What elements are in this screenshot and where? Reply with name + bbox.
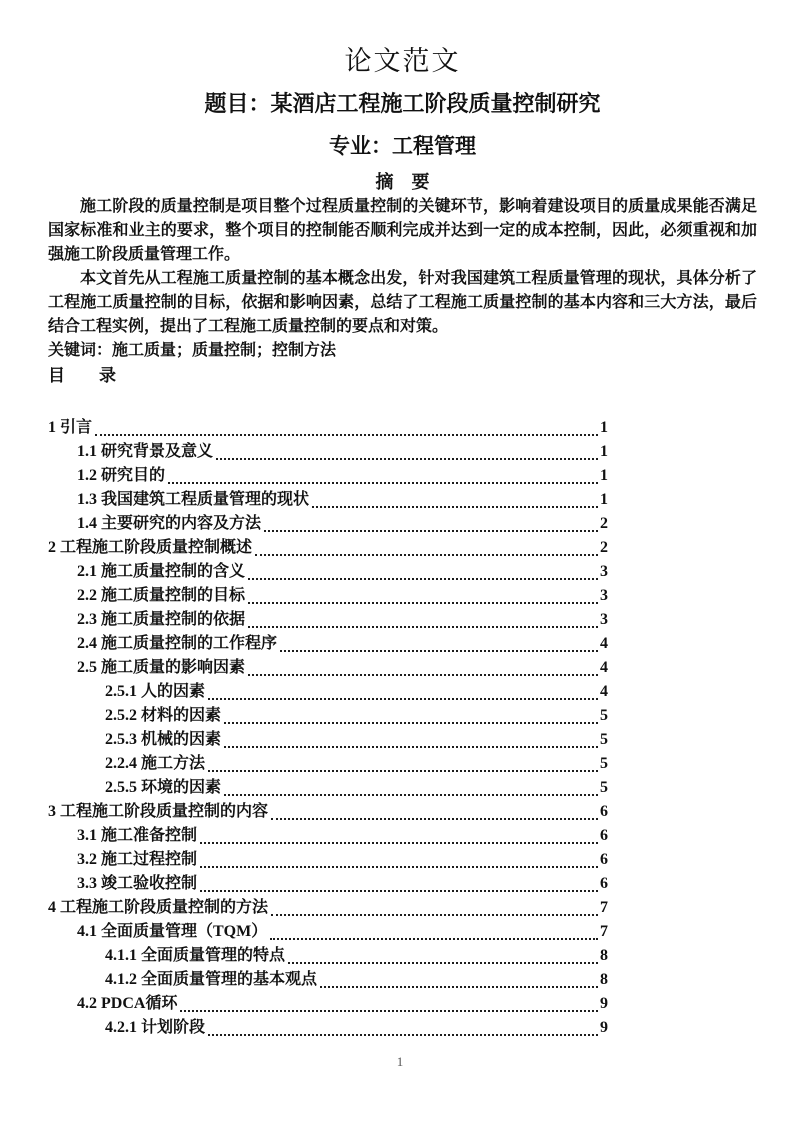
toc-entry (48, 560, 608, 584)
toc-entry-page: 5 (600, 707, 608, 724)
toc-entry-page: 8 (600, 947, 608, 964)
toc-entry-label: 2.5 施工质量的影响因素 (77, 659, 246, 676)
toc-entry (48, 680, 608, 704)
toc-entry (48, 440, 608, 464)
toc-entry (48, 992, 608, 1016)
toc-entry-page: 2 (600, 539, 608, 556)
toc-entry-page: 1 (600, 443, 608, 460)
toc-entry-label: 3 工程施工阶段质量控制的内容 (48, 803, 269, 820)
abstract-heading: 摘 要 (375, 172, 430, 192)
toc-entry-page: 9 (600, 995, 608, 1012)
toc-entry-page: 3 (600, 611, 608, 628)
toc-entry (48, 776, 608, 800)
toc-entry-page: 1 (600, 419, 608, 436)
toc-entry (48, 656, 608, 680)
toc-entry-label: 2 工程施工阶段质量控制概述 (48, 539, 253, 556)
dot-leader (271, 818, 598, 820)
toc-entry-label: 4.2.1 计划阶段 (105, 1019, 206, 1036)
dot-leader (248, 626, 598, 628)
dot-leader (271, 914, 598, 916)
dot-leader (200, 842, 598, 844)
toc-entry-page: 3 (600, 587, 608, 604)
toc-entry (48, 488, 608, 512)
toc-entry-label: 4.1 全面质量管理（TQM） (77, 923, 268, 940)
toc-entry (48, 824, 608, 848)
toc-entry (48, 704, 608, 728)
toc-entry-page: 2 (600, 515, 608, 532)
dot-leader (280, 650, 598, 652)
dot-leader (208, 770, 598, 772)
toc-entry (48, 584, 608, 608)
toc-entry-label: 2.5.1 人的因素 (105, 683, 206, 700)
toc-entry-label: 2.1 施工质量控制的含义 (77, 563, 246, 580)
toc-entry-page: 9 (600, 1019, 608, 1036)
toc-entry-label: 4 工程施工阶段质量控制的方法 (48, 899, 269, 916)
dot-leader (248, 674, 598, 676)
toc-entry-label: 4.1.2 全面质量管理的基本观点 (105, 971, 318, 988)
dot-leader (264, 530, 598, 532)
dot-leader (270, 938, 598, 940)
toc-entry-label: 3.1 施工准备控制 (77, 827, 198, 844)
toc-entry-page: 3 (600, 563, 608, 580)
toc-entry-label: 2.5.2 材料的因素 (105, 707, 222, 724)
toc-entry-page: 1 (600, 491, 608, 508)
toc-entry (48, 752, 608, 776)
toc-entry (48, 896, 608, 920)
dot-leader (180, 1010, 598, 1012)
page-number: 1 (396, 1054, 404, 1069)
toc-entry-page: 5 (600, 731, 608, 748)
toc-entry (48, 872, 608, 896)
toc-entry-page: 6 (600, 875, 608, 892)
toc-entry-page: 7 (600, 899, 608, 916)
major-line: 专业：工程管理 (329, 134, 476, 158)
toc-entry-label: 1.1 研究背景及意义 (77, 443, 214, 460)
document-title: 论文范文 (344, 46, 461, 76)
toc-entry-label: 3.3 竣工验收控制 (77, 875, 198, 892)
toc-entry-label: 4.1.1 全面质量管理的特点 (105, 947, 286, 964)
toc-entry-label: 1.3 我国建筑工程质量管理的现状 (77, 491, 310, 508)
toc-entry-page: 4 (600, 683, 608, 700)
dot-leader (224, 794, 598, 796)
dot-leader (255, 554, 598, 556)
toc-entry (48, 536, 608, 560)
toc-entry-page: 6 (600, 803, 608, 820)
dot-leader (224, 746, 598, 748)
dot-leader (288, 962, 598, 964)
dot-leader (248, 578, 598, 580)
dot-leader (95, 434, 598, 436)
toc-entry (48, 800, 608, 824)
table-of-contents (48, 416, 608, 1040)
dot-leader (168, 482, 598, 484)
toc-entry-label: 3.2 施工过程控制 (77, 851, 198, 868)
toc-entry (48, 968, 608, 992)
toc-entry-page: 5 (600, 779, 608, 796)
toc-entry-label: 2.2 施工质量控制的目标 (77, 587, 246, 604)
toc-entry-page: 8 (600, 971, 608, 988)
dot-leader (320, 986, 598, 988)
toc-entry-label: 2.5.3 机械的因素 (105, 731, 222, 748)
toc-entry (48, 632, 608, 656)
toc-entry-label: 2.2.4 施工方法 (105, 755, 206, 772)
toc-heading: 目 录 (48, 366, 116, 385)
dot-leader (248, 602, 598, 604)
toc-entry-label: 2.5.5 环境的因素 (105, 779, 222, 796)
dot-leader (208, 698, 598, 700)
toc-entry-page: 4 (600, 635, 608, 652)
toc-entry-page: 4 (600, 659, 608, 676)
toc-entry-page: 5 (600, 755, 608, 772)
dot-leader (200, 890, 598, 892)
toc-entry (48, 920, 608, 944)
toc-entry-label: 1.4 主要研究的内容及方法 (77, 515, 262, 532)
toc-entry-label: 1 引言 (48, 419, 93, 436)
keywords-line: 关键词：施工质量；质量控制；控制方法 (48, 342, 337, 359)
toc-entry (48, 608, 608, 632)
dot-leader (312, 506, 598, 508)
toc-entry (48, 416, 608, 440)
toc-entry-label: 2.3 施工质量控制的依据 (77, 611, 246, 628)
dot-leader (208, 1034, 598, 1036)
thesis-topic-line: 题目：某酒店工程施工阶段质量控制研究 (204, 91, 601, 116)
dot-leader (224, 722, 598, 724)
toc-entry (48, 944, 608, 968)
toc-entry-page: 1 (600, 467, 608, 484)
toc-entry (48, 512, 608, 536)
toc-entry (48, 464, 608, 488)
abstract-paragraph-1: 施工阶段的质量控制是项目整个过程质量控制的关键环节，影响着建设项目的质量成果能否满足国家标准和业主的要求，整个项目的控制能否顺利完成并达到一定的成本控制，因此，必须重视和加强施工阶段质量管理工作。 (48, 198, 757, 263)
toc-entry-label: 4.2 PDCA循环 (77, 995, 178, 1012)
dot-leader (216, 458, 598, 460)
abstract-paragraph-2: 本文首先从工程施工质量控制的基本概念出发，针对我国建筑工程质量管理的现状，具体分析了工程施工质量控制的目标，依据和影响因素，总结了工程施工质量控制的基本内容和三大方法，最后结合工程实例，提出了工程施工质量控制的要点和对策。 (48, 270, 757, 335)
toc-entry (48, 728, 608, 752)
toc-entry (48, 848, 608, 872)
dot-leader (200, 866, 598, 868)
toc-entry (48, 1016, 608, 1040)
toc-entry-page: 6 (600, 827, 608, 844)
toc-entry-label: 2.4 施工质量控制的工作程序 (77, 635, 278, 652)
toc-entry-page: 7 (600, 923, 608, 940)
toc-entry-label: 1.2 研究目的 (77, 467, 166, 484)
toc-entry-page: 6 (600, 851, 608, 868)
